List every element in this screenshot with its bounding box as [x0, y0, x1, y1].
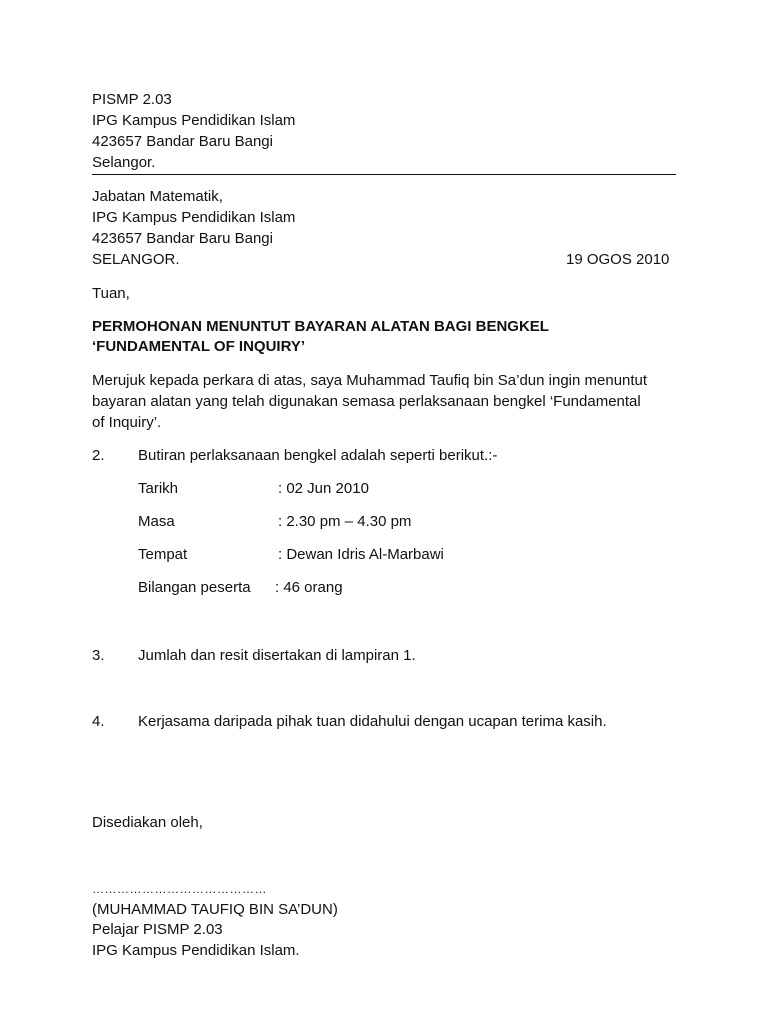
salutation: Tuan, [92, 285, 130, 302]
closing-text: Disediakan oleh, [92, 814, 203, 831]
detail-label-participants: Bilangan peserta [138, 579, 251, 596]
detail-value-date: : 02 Jun 2010 [278, 480, 369, 497]
para-3-text: Jumlah dan resit disertakan di lampiran 1. [138, 647, 416, 664]
sender-line-1: PISMP 2.03 [92, 91, 172, 108]
recipient-line-3: 423657 Bandar Baru Bangi [92, 230, 273, 247]
sender-line-2: IPG Kampus Pendidikan Islam [92, 112, 296, 129]
recipient-line-1: Jabatan Matematik, [92, 188, 223, 205]
subject-line-1: PERMOHONAN MENUNTUT BAYARAN ALATAN BAGI BENGKEL [92, 318, 549, 335]
para-2-text: Butiran perlaksanaan bengkel adalah seperti berikut.:- [138, 447, 498, 464]
recipient-line-4: SELANGOR. [92, 251, 180, 268]
para-3-number: 3. [92, 647, 105, 664]
para-2-number: 2. [92, 447, 105, 464]
signature-line: …………………………………… [92, 882, 267, 896]
detail-label-date: Tarikh [138, 480, 179, 497]
intro-line-1: Merujuk kepada perkara di atas, saya Muhammad Taufiq bin Sa’dun ingin menuntut [92, 372, 648, 389]
signatory-institution: IPG Kampus Pendidikan Islam. [92, 942, 300, 959]
detail-label-venue: Tempat [138, 546, 188, 563]
subject-line-2: ‘FUNDAMENTAL OF INQUIRY’ [92, 338, 306, 355]
para-4-number: 4. [92, 713, 105, 730]
recipient-line-2: IPG Kampus Pendidikan Islam [92, 209, 296, 226]
detail-value-venue: : Dewan Idris Al-Marbawi [278, 546, 444, 563]
para-4-text: Kerjasama daripada pihak tuan didahului dengan ucapan terima kasih. [138, 713, 607, 730]
signatory-name: (MUHAMMAD TAUFIQ BIN SA’DUN) [92, 901, 338, 918]
letter-date: 19 OGOS 2010 [566, 251, 670, 268]
intro-line-3: of Inquiry’. [92, 414, 162, 431]
intro-line-2: bayaran alatan yang telah digunakan semasa perlaksanaan bengkel ‘Fundamental [92, 393, 641, 410]
signatory-title: Pelajar PISMP 2.03 [92, 921, 223, 938]
detail-value-time: : 2.30 pm – 4.30 pm [278, 513, 412, 530]
header-divider [92, 174, 676, 175]
detail-label-time: Masa [138, 513, 175, 530]
sender-line-4: Selangor. [92, 154, 156, 171]
sender-line-3: 423657 Bandar Baru Bangi [92, 133, 273, 150]
detail-value-participants: : 46 orang [275, 579, 343, 596]
